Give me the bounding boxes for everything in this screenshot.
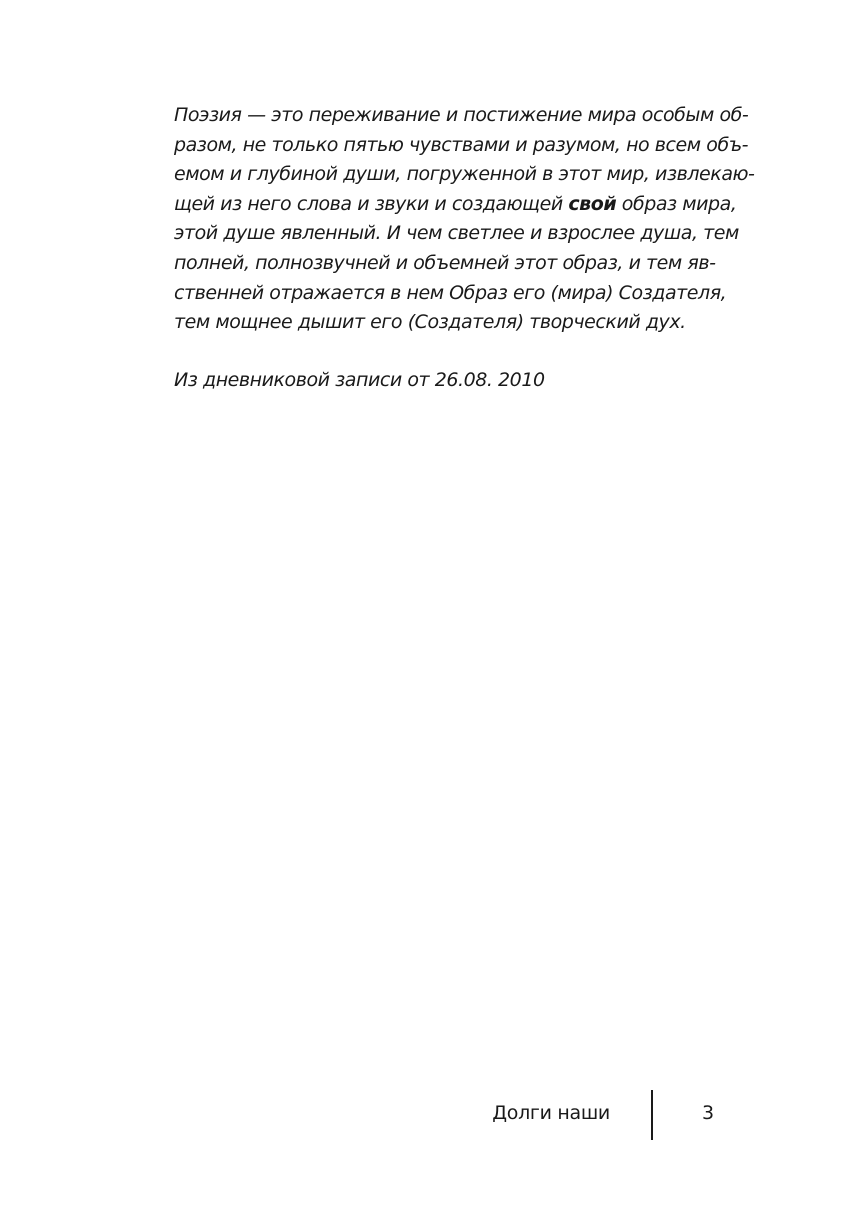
paragraph-line: Поэзия — это переживание и постижение мира особым об-: [174, 104, 749, 126]
diary-source-note: Из дневниковой записи от 26.08. 2010: [174, 369, 545, 391]
paragraph-line: емом и глубиной души, погруженной в этот мир, извлекаю-: [174, 163, 755, 186]
paragraph-line: ственней отражается в нем Образ его (мира) Создателя,: [174, 281, 727, 304]
paragraph-line: разом, не только пятью чувствами и разумом, но всем объ-: [174, 133, 749, 156]
paragraph-line: этой душе явленный. И чем светлее и взрослее душа, тем: [174, 222, 739, 245]
paragraph-line: полней, полнозвучней и объемней этот образ, и тем яв-: [174, 251, 716, 274]
paragraph-line: [174, 190, 737, 220]
line-segment: образ мира,: [616, 192, 737, 215]
running-footer: [0, 1090, 856, 1142]
page-number: 3: [702, 1102, 715, 1124]
poetry-definition-paragraph: [174, 101, 755, 338]
line-segment: щей из него слова и звуки и создающей: [174, 192, 569, 215]
emphasized-word: свой: [568, 192, 617, 215]
book-title: Долги наши: [492, 1102, 610, 1124]
paragraph-line: тем мощнее дышит его (Создателя) творческий дух.: [174, 311, 686, 334]
footer-divider: [651, 1090, 653, 1140]
